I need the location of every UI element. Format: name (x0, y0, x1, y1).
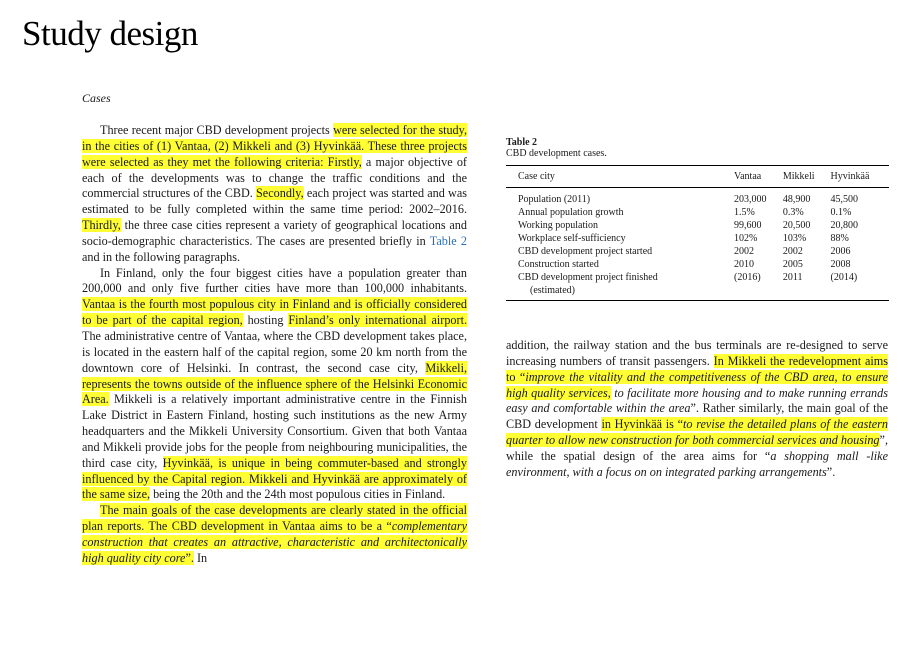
table-row (506, 188, 889, 207)
text-run: and in the following paragraphs. (82, 249, 241, 264)
text-run: Mikkeli is a relatively important administrative centre in the Finnish Lake District in Eastern Finland, hosting such institutions as the new Army headquarters and the Mikkeli University Consortium. Given that both Vantaa and Mikkeli provide jobs for the people from neighbouring municipalities, the third case city, (82, 392, 467, 470)
table-caption: Table 2 (506, 137, 538, 148)
table-cell: 0.1% (830, 207, 852, 218)
table-row-label (506, 206, 734, 219)
text-run: the three case cities represent a variety of geographical locations and socio-demographic characteristics. The cases are presented briefly in (82, 218, 467, 248)
table-row-label (506, 271, 734, 301)
table-cell: 2008 (830, 259, 851, 270)
highlighted-text: Vantaa is the fourth most populous city in Finland and is officially considered to be part of the capital region, (82, 297, 467, 328)
text-run: a shopping mall -like environment, with a focus on on integrated parking arrangements (506, 448, 888, 479)
highlighted-text: Mikkeli, represents the towns outside of the influence sphere of the Helsinki Economic Area. (82, 360, 467, 407)
table-cell: 2002 (734, 246, 754, 257)
table-cell: 102% (734, 233, 758, 244)
table-cell: 2006 (830, 246, 851, 257)
slide-title: Study design (22, 14, 198, 53)
left-text-column (82, 123, 467, 567)
table-header-row (506, 166, 889, 188)
text-run: to facilitate more housing and to make running errands easy and comfortable within the area (506, 385, 888, 416)
row-label-text: CBD development project started (518, 246, 653, 257)
table-cell: 99,600 (734, 220, 762, 231)
highlighted-text: ”. (185, 550, 194, 565)
row-label-text: Construction started (518, 259, 599, 270)
table-cell: 88% (830, 233, 849, 244)
highlighted-text: improve the vitality and the competitiveness of the CBD area, to ensure high quality services, (506, 369, 888, 400)
table-row-label (506, 245, 734, 258)
table-header-cell: Hyvinkää (830, 171, 870, 182)
table-link[interactable]: Table 2 (429, 233, 467, 248)
text-run: ”. Rather similarly, the main goal of the CBD development (506, 401, 888, 432)
paragraph (82, 123, 467, 266)
highlighted-text: The main goals of the case developments are clearly stated in the official plan reports. The CBD development in Vantaa aims to be a “ (82, 503, 467, 534)
paragraph (82, 266, 467, 504)
paragraph (82, 503, 467, 566)
row-label-text: Workplace self-sufficiency (518, 233, 626, 244)
text-run: ”. (826, 464, 836, 479)
paragraph (506, 338, 888, 481)
table-row (506, 232, 889, 245)
table-cell: 20,800 (830, 220, 858, 231)
text-run: hosting (242, 313, 289, 328)
table-cell: 103% (782, 233, 807, 244)
highlighted-text: in Hyvinkää is “ (601, 417, 684, 432)
highlighted-text: Thirdly, (82, 218, 121, 233)
text-run: In (193, 550, 208, 565)
text-run: The administrative centre of Vantaa, where the CBD development takes place, is located in the eastern half of the capital region, some 20 km north from the downtown core of Helsinki. In contrast, the second case city, (82, 328, 467, 375)
highlighted-text: Finland’s only international airport. (288, 313, 468, 328)
table-row (506, 245, 889, 258)
row-label-text: Population (2011) (518, 194, 591, 205)
text-run: In Finland, only the four biggest cities have a population greater than 200,000 and only five further cities have more than 100,000 inhabitants. (82, 265, 467, 296)
table-cell: 45,500 (830, 194, 858, 205)
highlighted-text: In Mikkeli the redevelopment aims to “ (506, 353, 889, 384)
table-header-cell: Vantaa (734, 171, 762, 182)
table-header-cell: Case city (518, 171, 555, 182)
table-row (506, 258, 889, 271)
table-row (506, 206, 889, 219)
highlighted-text: were selected for the study, in the cities of (1) Vantaa, (2) Mikkeli and (3) Hyvinkää. These three projects were selected as they met the following criteria: Firstly, (82, 123, 467, 169)
table-row-label (506, 188, 734, 207)
table-subcaption: CBD development cases. (506, 148, 607, 159)
table-cell: 2011 (782, 272, 803, 283)
row-label-note: (estimated) (530, 285, 575, 296)
table-cell: 203,000 (734, 194, 767, 205)
table-cell: 0.3% (782, 207, 804, 218)
table-cell: (2014) (830, 272, 858, 283)
table-cell: 2002 (782, 246, 803, 257)
text-run: addition, the railway station and the bus terminals are re-designed to serve increasing numbers of transit passengers. (506, 338, 888, 368)
table-cell: 2005 (782, 259, 803, 270)
text-run: a major objective of each of the developments was to change the traffic conditions and the commercial structures of the CBD. (82, 154, 467, 201)
text-run: ”, while the spatial design of the area aims for “ (506, 433, 888, 463)
table-row-label (506, 258, 734, 271)
row-label-text: CBD development project finished (518, 272, 658, 283)
table-row-label (506, 219, 734, 232)
table-cell: 1.5% (734, 207, 755, 218)
right-text-column (506, 338, 888, 481)
highlighted-text: complementary construction that creates an attractive, characteristic and architectonically high quality city core (82, 519, 467, 565)
table-cell: (2016) (734, 272, 761, 283)
highlighted-text: Secondly, (256, 186, 304, 201)
text-run: each project was started and was estimated to be fully completed within the same time period: 2002–2016. (82, 186, 467, 217)
text-run: being the 20th and the 24th most populous cities in Finland. (150, 487, 446, 502)
row-label-text: Working population (518, 220, 599, 231)
table-header-cell: Mikkeli (782, 171, 815, 182)
table-row-label (506, 232, 734, 245)
table-row (506, 271, 889, 301)
table-row (506, 219, 889, 232)
case-table (506, 137, 889, 301)
text-run: Three recent major CBD development projects (100, 123, 334, 137)
data-table (506, 165, 889, 301)
row-label-text: Annual population growth (518, 207, 624, 218)
table-cell: 2010 (734, 259, 754, 270)
highlighted-text: Hyvinkää, is unique in being commuter-based and strongly influenced by the Capital region. Mikkeli and Hyvinkää are approximately of the same size, (82, 455, 467, 502)
table-cell: 48,900 (782, 194, 811, 205)
section-heading: Cases (82, 91, 111, 105)
table-cell: 20,500 (782, 220, 811, 231)
highlighted-text: to revise the detailed plans of the eastern quarter to allow new construction for both commercial services and housing (506, 417, 888, 448)
